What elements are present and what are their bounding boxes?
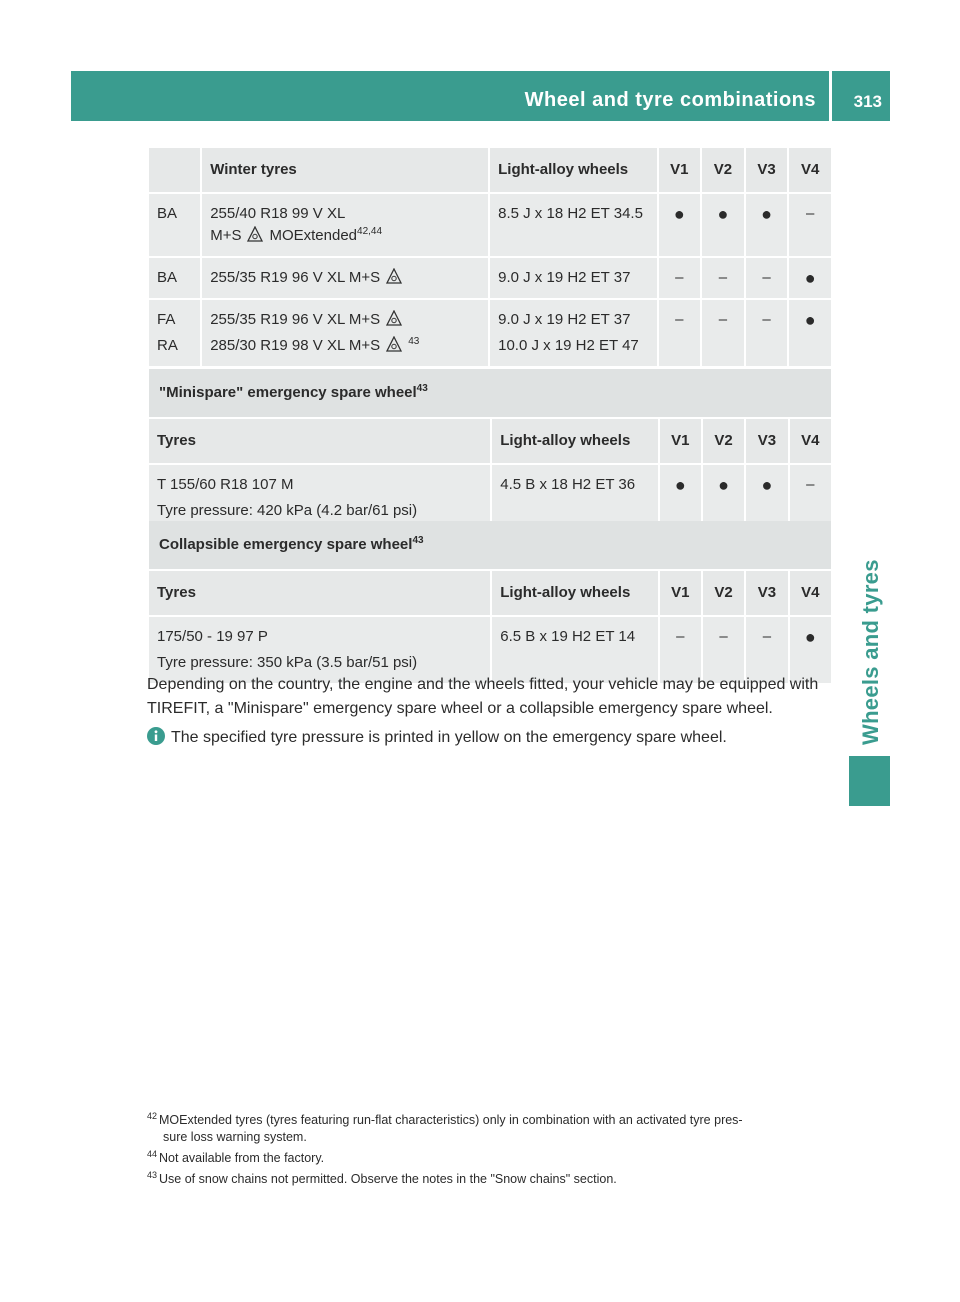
- header-cell: V2: [703, 571, 744, 615]
- v2-cell: –: [702, 300, 744, 366]
- v4-cell: ●: [790, 617, 831, 683]
- tyre-cell: [202, 258, 488, 298]
- footnote-ref: 42,44: [357, 226, 383, 237]
- header-cell: V3: [746, 419, 787, 463]
- header-cell: V4: [790, 571, 831, 615]
- footnote-number: 43: [147, 1170, 158, 1181]
- table-title: [149, 521, 831, 569]
- v3-cell: –: [746, 258, 788, 298]
- footnote: [147, 1108, 837, 1146]
- v1-cell: ●: [660, 465, 701, 531]
- v1-cell: –: [659, 300, 701, 366]
- table-header-row: [149, 571, 831, 615]
- info-note: [147, 727, 837, 749]
- axle-rear: RA: [157, 337, 178, 354]
- v1-cell: –: [659, 258, 701, 298]
- header-cell: V2: [702, 148, 744, 192]
- v4-cell: ●: [789, 300, 831, 366]
- footnote-ref: 43: [408, 336, 420, 347]
- tyre-size: 255/35 R19 96 V XL M+S: [210, 269, 381, 286]
- header-cell: Light-alloy wheels: [492, 419, 657, 463]
- table-title-text: "Minispare" emergency spare wheel: [159, 384, 417, 401]
- wheel-cell: 6.5 B x 19 H2 ET 14: [492, 617, 657, 683]
- header-cell: V4: [789, 148, 831, 192]
- table-title: [149, 369, 831, 417]
- header-cell: V2: [703, 419, 744, 463]
- footnote: [147, 1167, 837, 1188]
- footnotes: [147, 1108, 837, 1188]
- header-cell: V3: [746, 148, 788, 192]
- v3-cell: ●: [746, 194, 788, 256]
- footnote-text: Not available from the factory.: [159, 1151, 325, 1166]
- header-divider: [829, 71, 832, 121]
- tyre-pressure: Tyre pressure: 420 kPa (4.2 bar/61 psi): [157, 502, 418, 519]
- snowflake-mountain-icon: [247, 226, 263, 242]
- table-title-text: Collapsible emergency spare wheel: [159, 536, 413, 553]
- header-cell: V3: [746, 571, 787, 615]
- axle-front: FA: [157, 311, 176, 328]
- axle-cell: BA: [149, 258, 200, 298]
- footnote-number: 42: [147, 1111, 158, 1121]
- header-cell: [149, 148, 200, 192]
- table-row: [149, 194, 831, 256]
- v2-cell: ●: [702, 194, 744, 256]
- tyre-size: 255/40 R18 99 V XL: [210, 205, 346, 222]
- v3-cell: –: [746, 617, 787, 683]
- tyre-moextended: MOExtended: [269, 227, 358, 244]
- header-cell: Tyres: [149, 571, 490, 615]
- v2-cell: ●: [703, 465, 744, 531]
- tyre-size: 285/30 R19 98 V XL M+S: [210, 337, 381, 354]
- v2-cell: –: [702, 258, 744, 298]
- wheel-front: 9.0 J x 19 H2 ET 37: [498, 311, 631, 328]
- page-title: Wheel and tyre combinations: [524, 89, 816, 111]
- footnote-text-cont: sure loss warning system.: [163, 1130, 307, 1145]
- header-cell: Winter tyres: [202, 148, 488, 192]
- v1-cell: ●: [659, 194, 701, 256]
- v3-cell: ●: [746, 465, 787, 531]
- header-cell: V1: [659, 148, 701, 192]
- table-header-row: [149, 148, 831, 192]
- page-number: 313: [853, 92, 882, 111]
- header-cell: Tyres: [149, 419, 490, 463]
- table-title-row: [149, 521, 831, 569]
- minispare-table: [147, 367, 833, 533]
- v4-cell: ●: [789, 258, 831, 298]
- body-paragraph: Depending on the country, the engine and the wheels fitted, your vehicle may be equipped with TIREFIT, a "Minispare" emergency spare wheel or a collapsible emergency spare wheel.: [147, 676, 819, 717]
- wheel-cell: 4.5 B x 18 H2 ET 36: [492, 465, 657, 531]
- wheel-cell: [490, 300, 656, 366]
- table-header-row: [149, 419, 831, 463]
- snowflake-mountain-icon: [386, 310, 402, 326]
- header-bar: [71, 71, 890, 121]
- winter-tyres-table: [147, 146, 833, 368]
- v3-cell: –: [746, 300, 788, 366]
- v4-cell: –: [789, 194, 831, 256]
- axle-cell: BA: [149, 194, 200, 256]
- footnote-ref: 43: [412, 535, 424, 546]
- tyre-cell: [202, 300, 488, 366]
- footnote-text: MOExtended tyres (tyres featuring run-flat characteristics) only in combination with an activated tyre pres-: [159, 1113, 743, 1128]
- tyre-ms: M+S: [210, 227, 242, 244]
- header-cell: Light-alloy wheels: [490, 148, 656, 192]
- v2-cell: –: [703, 617, 744, 683]
- header-cell: Light-alloy wheels: [492, 571, 657, 615]
- table-row: [149, 258, 831, 298]
- tyre-pressure: Tyre pressure: 350 kPa (3.5 bar/51 psi): [157, 654, 418, 671]
- tyre-size: T 155/60 R18 107 M: [157, 476, 294, 493]
- header-cell: V1: [660, 571, 701, 615]
- tyre-size: 255/35 R19 96 V XL M+S: [210, 311, 381, 328]
- tyre-size: 175/50 - 19 97 P: [157, 628, 268, 645]
- side-tab-marker: [849, 756, 890, 806]
- collapsible-spare-table: [147, 519, 833, 685]
- side-tab-label: Wheels and tyres: [858, 559, 883, 745]
- table-title-row: [149, 369, 831, 417]
- wheel-cell: 9.0 J x 19 H2 ET 37: [490, 258, 656, 298]
- footnote-text: Use of snow chains not permitted. Observe the notes in the "Snow chains" section.: [159, 1172, 617, 1187]
- wheel-cell: 8.5 J x 18 H2 ET 34.5: [490, 194, 656, 256]
- snowflake-mountain-icon: [386, 336, 402, 352]
- header-cell: V4: [790, 419, 831, 463]
- wheel-rear: 10.0 J x 19 H2 ET 47: [498, 337, 639, 354]
- header-cell: V1: [660, 419, 701, 463]
- table-row: [149, 300, 831, 366]
- footnote-ref: 43: [416, 383, 428, 394]
- footnote-number: 44: [147, 1149, 158, 1160]
- info-note-text: The specified tyre pressure is printed in yellow on the emergency spare wheel.: [171, 729, 727, 746]
- snowflake-mountain-icon: [386, 268, 402, 284]
- v1-cell: –: [660, 617, 701, 683]
- axle-cell: [149, 300, 200, 366]
- info-icon: [147, 727, 165, 745]
- tyre-cell: [202, 194, 488, 256]
- footnote: [147, 1146, 837, 1167]
- v4-cell: –: [790, 465, 831, 531]
